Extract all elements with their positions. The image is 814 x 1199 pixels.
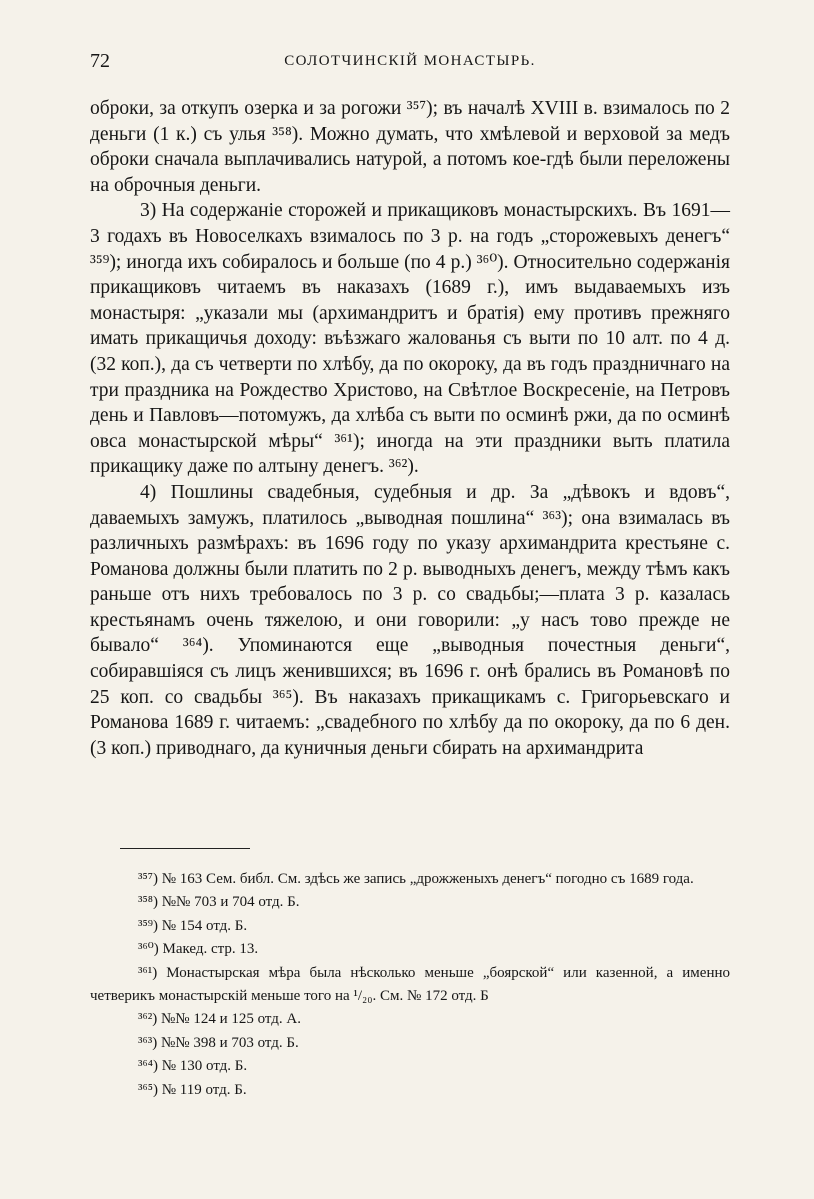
footnote-358: ³⁵⁸) №№ 703 и 704 отд. Б.: [138, 894, 300, 911]
footnote-363: ³⁶³) №№ 398 и 703 отд. Б.: [138, 1034, 299, 1051]
footnote-360: ³⁶⁰) Макед. стр. 13.: [138, 941, 259, 958]
running-head: [90, 50, 730, 76]
paragraph-guards-and-stewards: 3) На содержаніе сторожей и прикащиковъ монастырскихъ. Въ 1691—3 годахъ въ Новоселкахъ взималось по 3 р. на годъ „сторожевыхъ денегъ“ ³⁵⁹); иногда ихъ собиралось и больше (по 4 р.) ³⁶⁰). Относительно содержанія прикащиковъ читаемъ въ наказахъ (1689 г.), имъ выдаваемыхъ изъ монастыря: „указали мы (архимандритъ и братія) ему противъ прежняго имать прикащичья доходу: въѣзжаго жалованья съ выти по 10 алт. по 4 д. (32 коп.), да съ четверти по хлѣбу, да по окороку, да въ годъ праздничнаго на три праздника на Рождество Христово, на Свѣтлое Воскресеніе, на Петровъ день и Павловъ—потомужъ, да хлѣба съ выти по осминѣ ржи, да по осминѣ овса монастырской мѣры“ ³⁶¹); иногда на эти праздники выть платила прикащику даже по алтыну денегъ. ³⁶²).: [90, 200, 730, 478]
footnotes: [90, 868, 730, 1102]
running-title: СОЛОТЧИНСКІЙ МОНАСТЫРЬ.: [284, 53, 536, 69]
footnote-364: ³⁶⁴) № 130 отд. Б.: [138, 1058, 248, 1075]
paragraph-continued: оброки, за откупъ озерка и за рогожи ³⁵⁷); въ началѣ XVIII в. взималось по 2 деньги (1 к.) съ улья ³⁵⁸). Можно думать, что хмѣлевой и верховой за медъ оброки сначала выплачивались натурой, а потомъ кое-гдѣ были переложены на оброчныя деньги.: [90, 98, 730, 196]
page-number: 72: [90, 50, 110, 72]
footnote-365: ³⁶⁵) № 119 отд. Б.: [138, 1081, 247, 1098]
footnote-362: ³⁶²) №№ 124 и 125 отд. А.: [138, 1011, 301, 1028]
footnote-357: ³⁵⁷) № 163 Сем. библ. См. здѣсь же запись „дрожженыхъ денегъ“ погодно съ 1689 года.: [138, 871, 694, 887]
footnote-359: ³⁵⁹) № 154 отд. Б.: [138, 917, 248, 934]
paragraph-wedding-duties: 4) Пошлины свадебныя, судебныя и др. За „дѣвокъ и вдовъ“, даваемыхъ замужъ, платилось „выводная пошлина“ ³⁶³); она взималась въ различныхъ размѣрахъ: въ 1696 году по указу архимандрита крестьяне с. Романова должны были платить по 2 р. выводныхъ денегъ, между тѣмъ какъ раньше отъ нихъ требовалось по 3 р. со свадьбы;—плата 3 р. казалась крестьянамъ очень тяжелою, и они говорили: „у насъ тово прежде не бывало“ ³⁶⁴). Упоминаются еще „выводныя почестныя деньги“, собиравшіяся съ лицъ женившихся; въ 1696 г. онѣ брались въ Романовѣ по 25 коп. со свадьбы ³⁶⁵). Въ наказахъ прикащикамъ с. Григорьевскаго и Романова 1689 г. читаемъ: „свадебного по хлѣбу да по окороку, да по 6 ден. (3 коп.) приводнаго, да куничныя деньги сбирать на архимандрита: [90, 481, 730, 759]
footnote-divider: [120, 848, 250, 849]
body-text: [90, 96, 730, 761]
footnote-361: ³⁶¹) Монастырская мѣра была нѣсколько меньше „боярской“ или казенной, а именно четверикъ монастырскій меньше того на ¹/₂₀. См. № 172 отд. Б: [90, 964, 730, 1005]
